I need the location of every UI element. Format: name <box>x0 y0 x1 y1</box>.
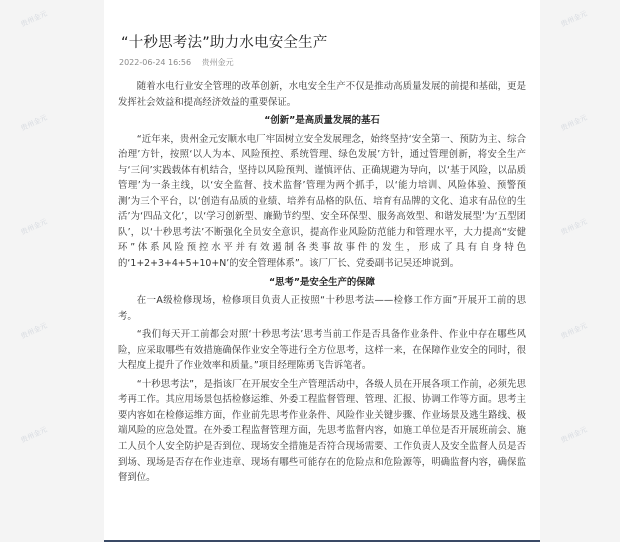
article-title: “十秒思考法”助力水电安全生产 <box>121 35 328 51</box>
watermark: 贵州金元 <box>19 321 49 341</box>
watermark: 贵州金元 <box>19 9 49 29</box>
body-paragraph: “十秒思考法”，是指该厂在开展安全生产管理活动中，各级人员在开展各项工作前，必须先思考再工作。其应用场景包括检修运维、外委工程监督管理、管理、汇报、协调工作等方面。思考主要内容如在检修运维方面，作业前先思考作业条件、风险作业关键步骤、作业场景及逃生路线、极端风险的应急处置。在外委工程监督管理方面，先思考监督内容，如施工单位是否开展班前会、施工人员个人安全防护是否到位、现场安全措施是否符合现场需要、工作负责人及安全监督人员是否到场、现场是否存在作业违章、现场有哪些可能存在的危险点和危险源等，明确监督内容，确保监督到位。 <box>118 378 526 484</box>
section-heading-innovation: “创新”是高质量发展的基石 <box>264 115 380 127</box>
watermark: 贵州金元 <box>19 425 49 445</box>
watermark: 贵州金元 <box>559 9 589 29</box>
body-paragraph: 在一A级检修现场，检修项目负责人正按照“十秒思考法——检修工作方面”开展开工前的思考。 <box>118 295 526 322</box>
article-body <box>118 79 526 489</box>
watermark: 贵州金元 <box>559 217 589 237</box>
watermark: 贵州金元 <box>19 113 49 133</box>
section-heading-thinking: “思考”是安全生产的保障 <box>268 276 376 288</box>
body-paragraph: “我们每天开工前都会对照‘十秒思考法’思考当前工作是否具备作业条件、作业中存在哪些风险，应采取哪些有效措施确保作业安全等进行全方位思考，这样一来，在保障作业安全的同时，很大程度上提升了作业效率和质量。”项目经理陈勇飞告诉笔者。 <box>118 329 526 372</box>
watermark: 贵州金元 <box>19 217 49 237</box>
article-container <box>104 0 540 542</box>
publish-date: 2022-06-24 16:56 <box>119 58 192 67</box>
watermark: 贵州金元 <box>559 321 589 341</box>
watermark: 贵州金元 <box>559 425 589 445</box>
body-paragraph: “近年来，贵州金元安顺水电厂牢固树立安全发展理念，始终坚持‘安全第一、预防为主、综合治理’方针，按照‘以人为本、风险预控、系统管理、绿色发展’方针，通过管理创新，将安全生产与‘三问’实践载体有机结合，坚持以风险预判、谨慎评估、正确规避为导向，以‘基于风险，以品质管理’为一条主线，以‘安全监督、技术监督’管理为两个抓手，以‘能力培训、风险体验、预警预测’为三个平台，以‘创造有品质的业绩、培养有品格的队伍、培育有品牌的文化、追求有品位的生活’为‘四品文化’，以‘学习创新型、廉勤节约型、安全环保型、服务高效型、和谐发展型’为‘五型团队’，以‘十秒思考法’不断强化全员安全意识，提高作业风险防范能力和管理水平，大力提高“安健环”体系风险预控水平并有效遏制各类事故事件的发生，形成了具有自身特色的‘1+2+3+4+5+10+N’的安全管理体系”。该厂厂长、党委副书记吴还坤说到。 <box>118 133 526 270</box>
article-source: 贵州金元 <box>201 58 234 67</box>
watermark: 贵州金元 <box>559 113 589 133</box>
article-meta <box>119 57 234 68</box>
intro-paragraph: 随着水电行业安全管理的改革创新，水电安全生产不仅是推动高质量发展的前提和基础，更是发挥社会效益和提高经济效益的重要保证。 <box>118 81 526 108</box>
